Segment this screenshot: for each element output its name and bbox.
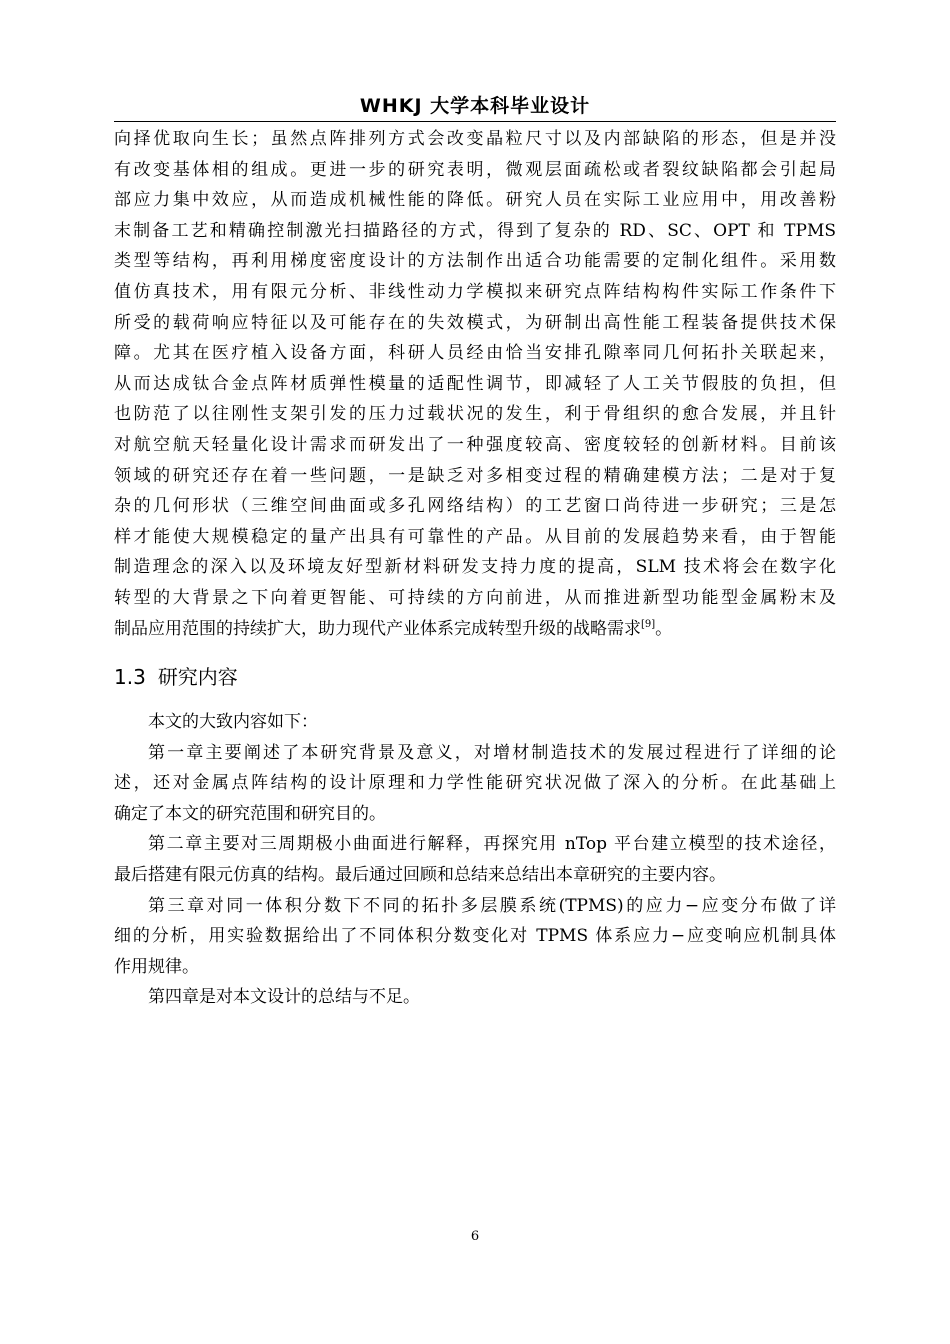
paragraph-line: 杂的几何形状（三维空间曲面或多孔网络结构）的工艺窗口尚待进一步研究；三是怎 bbox=[114, 496, 836, 517]
section-number: 1.3 bbox=[114, 665, 146, 689]
section-title: 研究内容 bbox=[157, 665, 238, 689]
chapter2-line: 最后搭建有限元仿真的结构。最后通过回顾和总结来总结出本章研究的主要内容。 bbox=[114, 864, 726, 885]
paragraph-line: 所受的载荷响应特征以及可能存在的失效模式，为研制出高性能工程装备提供技术保 bbox=[114, 312, 836, 333]
page-header-title: WHKJ 大学本科毕业设计 bbox=[359, 95, 591, 117]
final-line-text: 制品应用范围的持续扩大，助力现代产业体系完成转型升级的战略需求 bbox=[114, 618, 641, 639]
chapter2-paragraph bbox=[114, 829, 836, 890]
paragraph-line: 有改变基体相的组成。更进一步的研究表明，微观层面疏松或者裂纹缺陷都会引起局 bbox=[114, 159, 836, 180]
paragraph-line: 也防范了以往刚性支架引发的压力过载状况的发生，利于骨组织的愈合发展，并且针 bbox=[114, 404, 836, 425]
page-number: 6 bbox=[470, 1229, 480, 1244]
paragraph-line: 制造理念的深入以及环境友好型新材料研发支持力度的提高，SLM 技术将会在数字化 bbox=[114, 557, 836, 578]
research-content-body bbox=[114, 707, 836, 1013]
chapter3-paragraph bbox=[114, 891, 836, 983]
paragraph-line: 向择优取向生长；虽然点阵排列方式会改变晶粒尺寸以及内部缺陷的形态，但是并没 bbox=[114, 129, 836, 149]
chapter1-line: 述，还对金属点阵结构的设计原理和力学性能研究状况做了深入的分析。在此基础上 bbox=[114, 773, 836, 794]
paragraph-line: 领域的研究还存在着一些问题，一是缺乏对多相变过程的精确建模方法；二是对于复 bbox=[114, 465, 836, 486]
paragraph-line: 末制备工艺和精确控制激光扫描路径的方式，得到了复杂的 RD、SC、OPT 和 TPMS bbox=[114, 220, 836, 241]
chapter1-line: 第一章主要阐述了本研究背景及意义，对增材制造技术的发展过程进行了详细的论 bbox=[148, 742, 836, 763]
paragraph-line: 障。尤其在医疗植入设备方面，科研人员经由恰当安排孔隙率同几何拓扑关联起来， bbox=[114, 343, 836, 364]
intro-paragraph bbox=[114, 707, 836, 738]
chapter3-line: 细的分析，用实验数据给出了不同体积分数变化对 TPMS 体系应力−应变响应机制具体 bbox=[114, 926, 836, 947]
chapter3-line: 作用规律。 bbox=[114, 956, 199, 977]
paragraph-line: 样才能使大规模稳定的量产出具有可靠性的产品。从目前的发展趋势来看，由于智能 bbox=[114, 526, 836, 547]
chapter2-line: 第二章主要对三周期极小曲面进行解释，再探究用 nTop 平台建立模型的技术途径， bbox=[148, 834, 836, 855]
continuation-paragraph bbox=[114, 124, 836, 644]
chapter1-line: 确定了本文的研究范围和研究目的。 bbox=[114, 803, 386, 824]
paragraph-final-line bbox=[114, 614, 836, 645]
paragraph-line: 值仿真技术，用有限元分析、非线性动力学模拟来研究点阵结构构件实际工作条件下 bbox=[114, 281, 836, 302]
paragraph-line: 类型等结构，再利用梯度密度设计的方法制作出适合功能需要的定制化组件。采用数 bbox=[114, 251, 836, 272]
intro-line: 本文的大致内容如下： bbox=[148, 712, 318, 732]
section-heading bbox=[114, 662, 238, 692]
paragraph-line: 对航空航天轻量化设计需求而研发出了一种强度较高、密度较轻的创新材料。目前该 bbox=[114, 434, 836, 455]
paragraph-line: 转型的大背景之下向着更智能、可持续的方向前进，从而推进新型功能型金属粉末及 bbox=[114, 587, 836, 608]
paragraph-line: 部应力集中效应，从而造成机械性能的降低。研究人员在实际工业应用中，用改善粉 bbox=[114, 190, 836, 211]
chapter3-line: 第三章对同一体积分数下不同的拓扑多层膜系统(TPMS)的应力−应变分布做了详 bbox=[148, 895, 836, 916]
chapter1-paragraph bbox=[114, 738, 836, 830]
header-rule bbox=[114, 121, 836, 122]
citation-reference[interactable]: [9] bbox=[641, 618, 656, 630]
final-punctuation: 。 bbox=[655, 618, 673, 639]
chapter4-line: 第四章是对本文设计的总结与不足。 bbox=[148, 987, 420, 1008]
paragraph-line: 从而达成钛合金点阵材质弹性模量的适配性调节，即减轻了人工关节假肢的负担，但 bbox=[114, 373, 836, 394]
chapter4-paragraph bbox=[114, 982, 836, 1013]
